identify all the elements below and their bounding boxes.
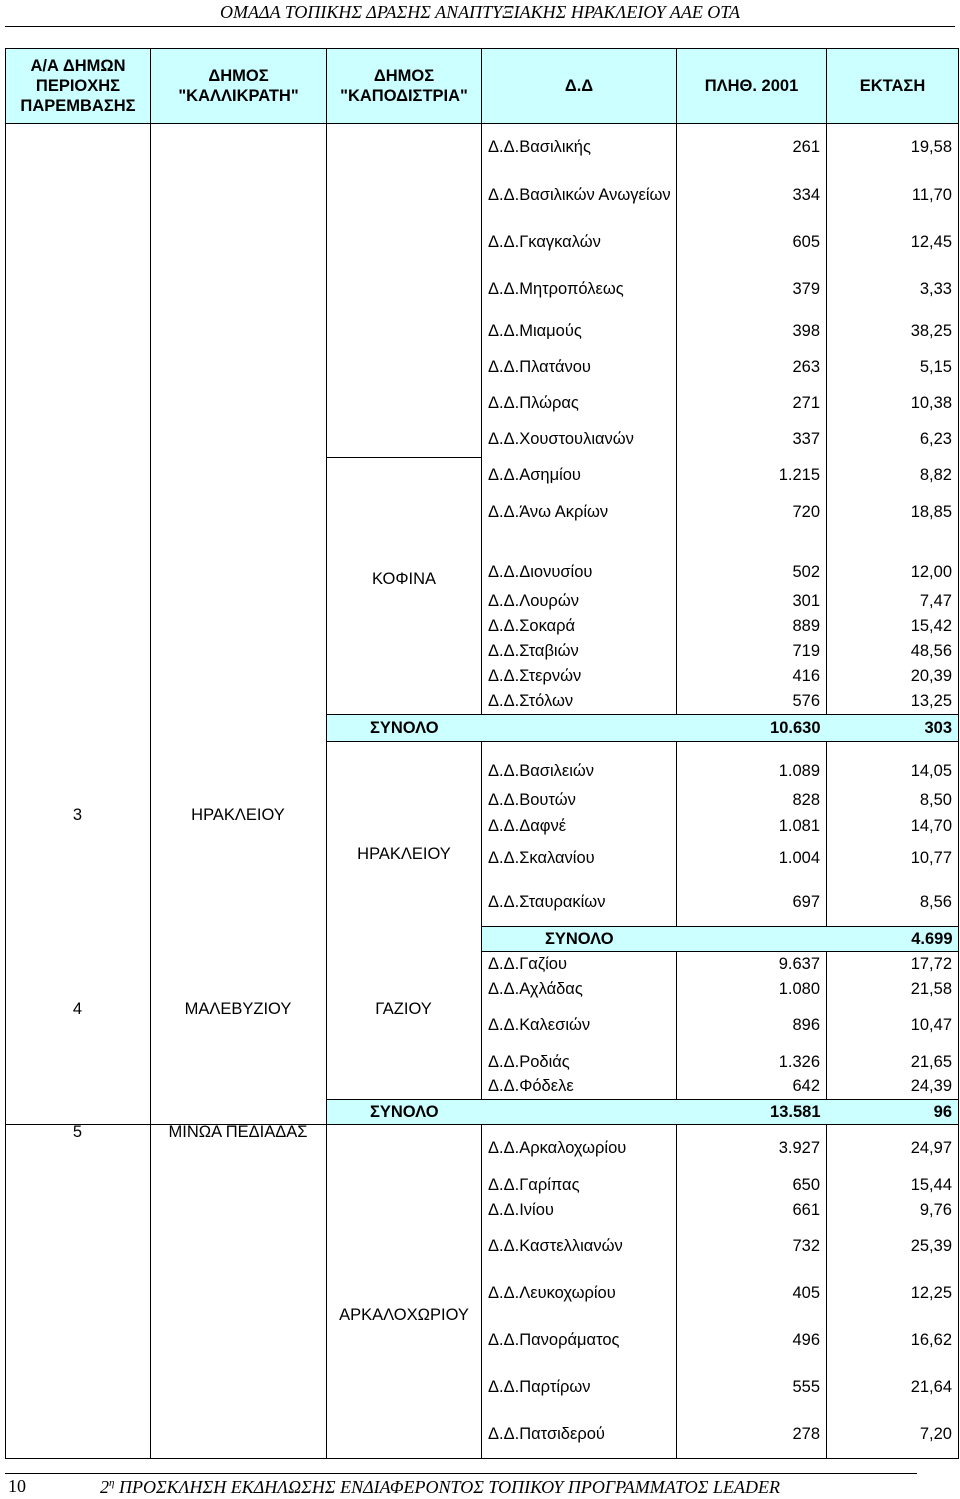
- aa-cell-blank: [6, 124, 151, 952]
- dd-population: 642: [677, 1075, 827, 1100]
- dd-name: Δ.Δ.Βασιλειών: [482, 742, 677, 787]
- header-area: ΕΚΤΑΣΗ: [827, 49, 959, 124]
- kallikratis-name: ΜΙΝΩΑ ΠΕΔΙΑΔΑΣ: [168, 1123, 308, 1141]
- dd-area: 12,00: [827, 532, 959, 589]
- dd-population: 650: [677, 1173, 827, 1198]
- dd-population: 9.637: [677, 952, 827, 977]
- total-label: ΣΥΝΟΛΟ: [327, 1100, 482, 1125]
- dd-population: 1.004: [677, 839, 827, 879]
- dd-population: 271: [677, 386, 827, 422]
- table-row: [6, 952, 959, 977]
- footer-title: ΠΡΟΣΚΛΗΣΗ ΕΚΔΗΛΩΣΗΣ ΕΝΔΙΑΦΕΡΟΝΤΟΣ ΤΟΠΙΚΟΥ ΠΡΟΓΡΑΜΜΑΤΟΣ LEADER: [118, 1477, 780, 1497]
- aa-number: 4: [72, 1000, 83, 1018]
- dd-area: 3,33: [827, 266, 959, 314]
- dd-name: Δ.Δ.Αχλάδας: [482, 977, 677, 1002]
- dd-population: 732: [677, 1223, 827, 1270]
- footer-rule: [5, 1473, 917, 1474]
- dd-name: Δ.Δ.Αρκαλοχωρίου: [482, 1125, 677, 1173]
- total-label: ΣΥΝΟΛΟ: [327, 715, 482, 742]
- header-aa: Α/Α ΔΗΜΩΝ ΠΕΡΙΟΧΗΣ ΠΑΡΕΜΒΑΣΗΣ: [6, 49, 151, 124]
- total-blank: [482, 1100, 677, 1125]
- dd-area: 16,62: [827, 1317, 959, 1364]
- dd-name: Δ.Δ.Σταυρακίων: [482, 879, 677, 927]
- aa-cell-blank: [6, 1100, 151, 1125]
- dd-area: 12,45: [827, 220, 959, 266]
- dd-name: Δ.Δ.Παρτίρων: [482, 1364, 677, 1411]
- dd-area: 8,82: [827, 458, 959, 494]
- dd-name: Δ.Δ.Βασιλικής: [482, 124, 677, 172]
- header-dd: Δ.Δ: [482, 49, 677, 124]
- dd-name: Δ.Δ.Πλώρας: [482, 386, 677, 422]
- kapodistria-cell-blank: [327, 1125, 482, 1173]
- dd-area: 48,56: [827, 639, 959, 664]
- dd-population: 576: [677, 690, 827, 715]
- kapodistria-cell-blank: [327, 124, 482, 458]
- header-population: ΠΛΗΘ. 2001: [677, 49, 827, 124]
- dd-population: 719: [677, 639, 827, 664]
- dd-name: Δ.Δ.Βουτών: [482, 787, 677, 814]
- dd-name: Δ.Δ.Καλεσιών: [482, 1002, 677, 1050]
- dd-population: 828: [677, 787, 827, 814]
- aa-cell-blank: [6, 952, 151, 1100]
- dd-area: 15,44: [827, 1173, 959, 1198]
- dd-area: 5,15: [827, 350, 959, 386]
- footer-ordinal: 2: [100, 1477, 109, 1497]
- total-population: 13.581: [677, 1100, 827, 1125]
- dd-population: 261: [677, 124, 827, 172]
- kapodistria-name: ΗΡΑΚΛΕΙΟΥ: [327, 742, 482, 952]
- dd-area: 25,39: [827, 1223, 959, 1270]
- dd-population: 263: [677, 350, 827, 386]
- kallikratis-cell-blank: [151, 124, 327, 952]
- kallikratis-cell-blank: [151, 952, 327, 1100]
- dd-population: 502: [677, 532, 827, 589]
- kallikratis-name: ΜΑΛΕΒΥΖΙΟΥ: [184, 1000, 292, 1018]
- dd-population: 1.080: [677, 977, 827, 1002]
- footer-text: [100, 1477, 780, 1498]
- aa-number: 5: [72, 1123, 83, 1141]
- dd-population: 405: [677, 1270, 827, 1317]
- kapodistria-name: ΚΟΦΙΝΑ: [327, 458, 482, 715]
- dd-area: 14,70: [827, 814, 959, 839]
- total-area: 303: [827, 715, 959, 742]
- dd-name: Δ.Δ.Σταβιών: [482, 639, 677, 664]
- header-kapodistria: ΔΗΜΟΣ "ΚΑΠΟΔΙΣΤΡΙΑ": [327, 49, 482, 124]
- dd-name: Δ.Δ.Μητροπόλεως: [482, 266, 677, 314]
- dd-population: 889: [677, 614, 827, 639]
- dd-population: 337: [677, 422, 827, 458]
- header-rule: [5, 26, 955, 27]
- dd-population: 398: [677, 314, 827, 350]
- dd-population: 1.089: [677, 742, 827, 787]
- dd-name: Δ.Δ.Μιαμούς: [482, 314, 677, 350]
- dd-area: 38,25: [827, 314, 959, 350]
- total-blank: [677, 927, 827, 952]
- dd-area: 6,23: [827, 422, 959, 458]
- dd-name: Δ.Δ.Διονυσίου: [482, 532, 677, 589]
- dd-area: 7,20: [827, 1411, 959, 1459]
- dd-name: Δ.Δ.Χουστουλιανών: [482, 422, 677, 458]
- dd-area: 8,56: [827, 879, 959, 927]
- dd-area: 21,58: [827, 977, 959, 1002]
- page-number: 10: [8, 1476, 26, 1496]
- dd-area: 17,72: [827, 952, 959, 977]
- kapodistria-name: ΓΑΖΙΟΥ: [375, 1000, 432, 1018]
- page-header: ΟΜΑΔΑ ΤΟΠΙΚΗΣ ΔΡΑΣΗΣ ΑΝΑΠΤΥΞΙΑΚΗΣ ΗΡΑΚΛΕΙΟΥ ΑΑΕ ΟΤΑ: [220, 2, 740, 22]
- dd-area: 8,50: [827, 787, 959, 814]
- total-area: 96: [827, 1100, 959, 1125]
- kapodistria-name: ΑΡΚΑΛΟΧΩΡΙΟΥ: [327, 1173, 482, 1459]
- kallikratis-name: ΗΡΑΚΛΕΙΟΥ: [191, 806, 285, 824]
- dd-name: Δ.Δ.Γαζίου: [482, 952, 677, 977]
- dd-name: Δ.Δ.Πανοράματος: [482, 1317, 677, 1364]
- dd-name: Δ.Δ.Ινίου: [482, 1198, 677, 1223]
- dd-name: Δ.Δ.Γκαγκαλών: [482, 220, 677, 266]
- footer-ordinal-suffix: η: [109, 1477, 115, 1489]
- dd-population: 697: [677, 879, 827, 927]
- dd-population: 416: [677, 664, 827, 690]
- total-blank: [482, 715, 677, 742]
- dd-name: Δ.Δ.Γαρίπας: [482, 1173, 677, 1198]
- dd-population: 278: [677, 1411, 827, 1459]
- dd-name: Δ.Δ.Βασιλικών Ανωγείων: [482, 172, 677, 220]
- dd-population: 334: [677, 172, 827, 220]
- table-header-row: [6, 49, 959, 124]
- total-population: 10.630: [677, 715, 827, 742]
- dd-population: 605: [677, 220, 827, 266]
- dd-area: 21,64: [827, 1364, 959, 1411]
- dd-area: 11,70: [827, 172, 959, 220]
- dd-name: Δ.Δ.Ροδιάς: [482, 1050, 677, 1075]
- kapodistria-cell-blank: [327, 952, 482, 1100]
- kallikratis-cell-blank: [151, 1100, 327, 1125]
- dd-name: Δ.Δ.Δαφνέ: [482, 814, 677, 839]
- total-row: [6, 1100, 959, 1125]
- dd-area: 10,38: [827, 386, 959, 422]
- aa-cell-blank: [6, 1125, 151, 1459]
- dd-name: Δ.Δ.Σοκαρά: [482, 614, 677, 639]
- dd-area: 24,39: [827, 1075, 959, 1100]
- total-label: ΣΥΝΟΛΟ: [482, 927, 677, 952]
- dd-area: 12,25: [827, 1270, 959, 1317]
- dd-population: 301: [677, 589, 827, 614]
- dd-population: 896: [677, 1002, 827, 1050]
- dd-population: 661: [677, 1198, 827, 1223]
- dd-name: Δ.Δ.Σκαλανίου: [482, 839, 677, 879]
- municipal-districts-table: [5, 48, 959, 1459]
- dd-name: Δ.Δ.Πατσιδερού: [482, 1411, 677, 1459]
- dd-name: Δ.Δ.Λουρών: [482, 589, 677, 614]
- dd-area: 10,47: [827, 1002, 959, 1050]
- dd-area: 13,25: [827, 690, 959, 715]
- dd-name: Δ.Δ.Καστελλιανών: [482, 1223, 677, 1270]
- dd-area: 10,77: [827, 839, 959, 879]
- dd-area: 18,85: [827, 494, 959, 532]
- dd-area: 21,65: [827, 1050, 959, 1075]
- dd-area: 14,05: [827, 742, 959, 787]
- dd-name: Δ.Δ.Άνω Ακρίων: [482, 494, 677, 532]
- dd-name: Δ.Δ.Στόλων: [482, 690, 677, 715]
- dd-population: 1.215: [677, 458, 827, 494]
- dd-name: Δ.Δ.Στερνών: [482, 664, 677, 690]
- dd-area: 9,76: [827, 1198, 959, 1223]
- header-kallikratis: ΔΗΜΟΣ "ΚΑΛΛΙΚΡΑΤΗ": [151, 49, 327, 124]
- dd-population: 1.326: [677, 1050, 827, 1075]
- dd-area: 20,39: [827, 664, 959, 690]
- total-population: 4.699: [827, 927, 959, 952]
- dd-area: 7,47: [827, 589, 959, 614]
- dd-population: 720: [677, 494, 827, 532]
- kallikratis-cell-blank: [151, 1125, 327, 1459]
- dd-area: 19,58: [827, 124, 959, 172]
- dd-population: 496: [677, 1317, 827, 1364]
- dd-population: 3.927: [677, 1125, 827, 1173]
- dd-name: Δ.Δ.Ασημίου: [482, 458, 677, 494]
- dd-area: 15,42: [827, 614, 959, 639]
- dd-name: Δ.Δ.Λευκοχωρίου: [482, 1270, 677, 1317]
- dd-population: 379: [677, 266, 827, 314]
- dd-population: 1.081: [677, 814, 827, 839]
- aa-number: 3: [72, 806, 83, 824]
- dd-name: Δ.Δ.Φόδελε: [482, 1075, 677, 1100]
- dd-population: 555: [677, 1364, 827, 1411]
- dd-name: Δ.Δ.Πλατάνου: [482, 350, 677, 386]
- table-row: [6, 124, 959, 172]
- dd-area: 24,97: [827, 1125, 959, 1173]
